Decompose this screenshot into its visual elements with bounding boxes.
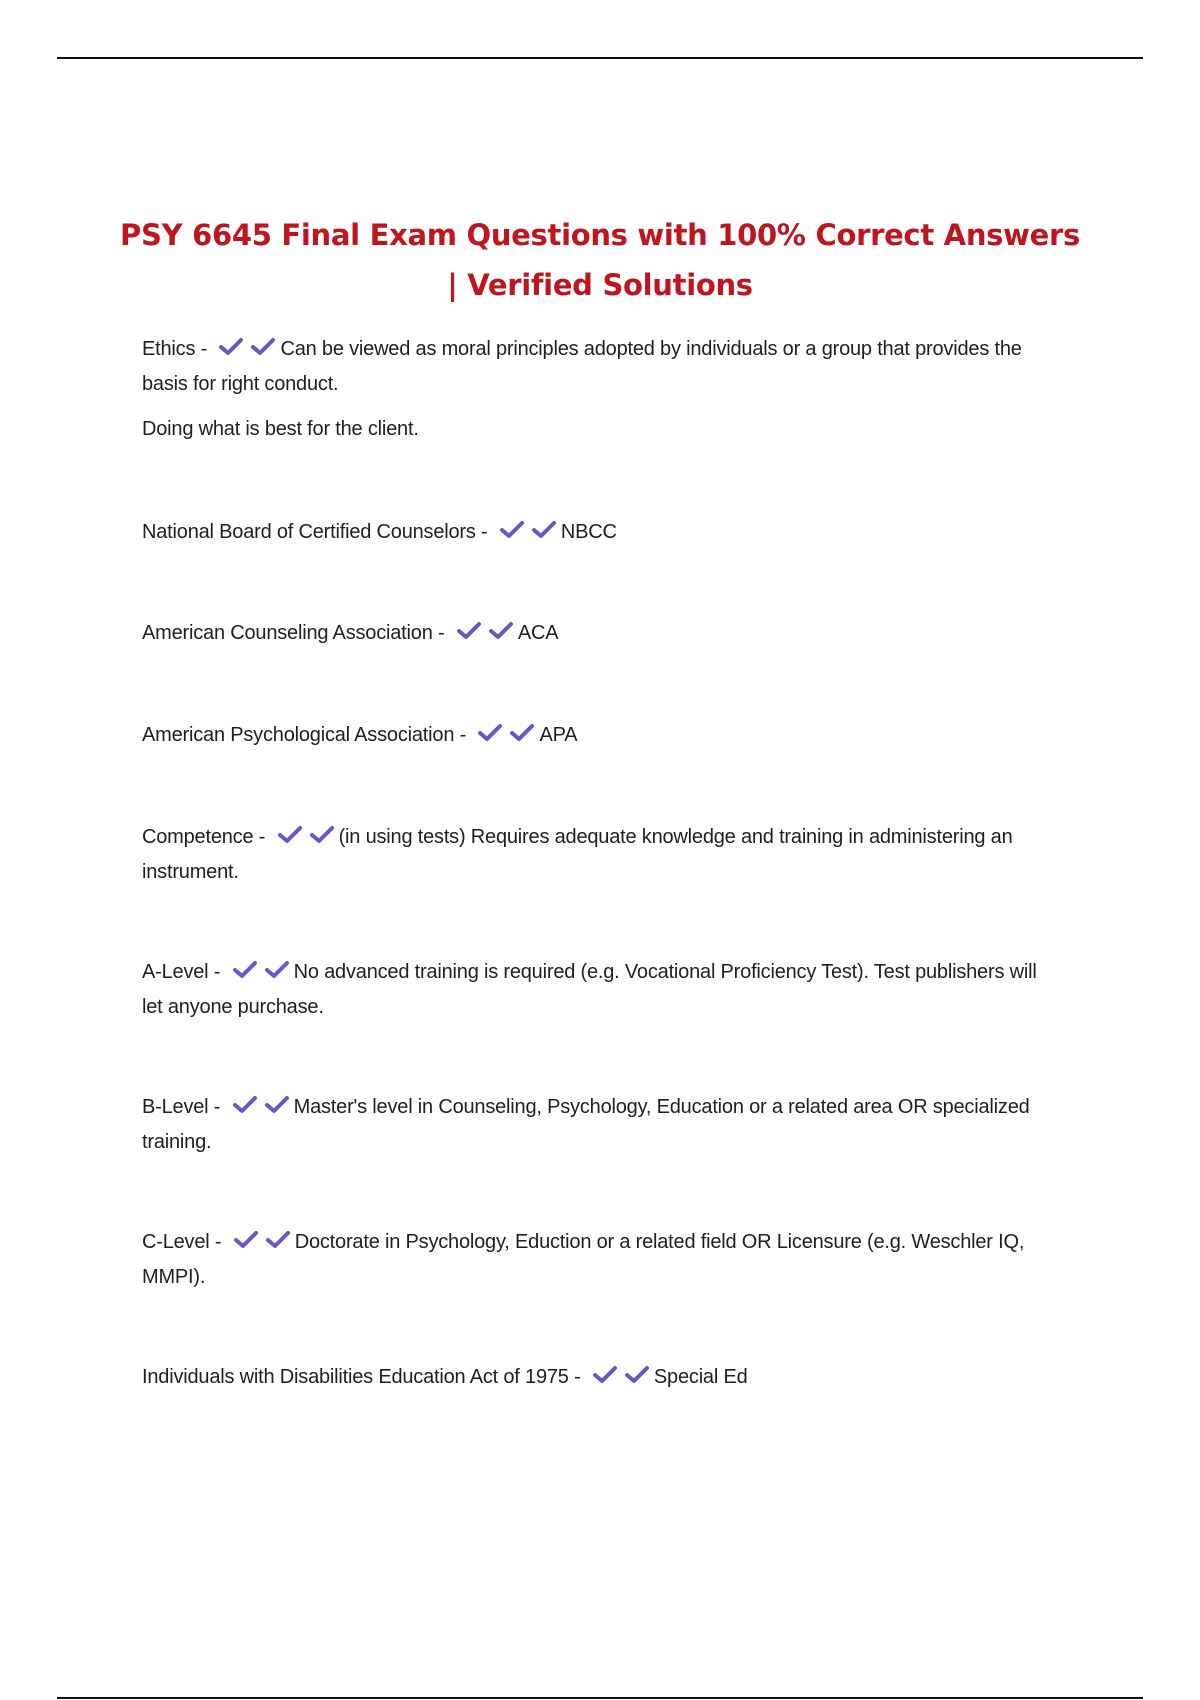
double-check-icon: [477, 721, 537, 754]
qa-entry-competence: [142, 821, 1062, 889]
check-icon: [232, 960, 258, 980]
entry-separator: -: [253, 826, 271, 848]
check-icon: [218, 337, 244, 357]
check-icon: [624, 1365, 650, 1385]
check-icon: [233, 1230, 259, 1250]
entry-separator: -: [475, 521, 493, 543]
entry-term: Competence: [142, 826, 254, 848]
entry-definition: APA: [539, 724, 578, 746]
double-check-icon: [277, 823, 337, 856]
check-icon: [264, 1095, 290, 1115]
qa-entry-ethics: [142, 333, 1062, 446]
check-icon: [456, 621, 482, 641]
entry-definition: No advanced training is required (e.g. Vocational Proficiency Test). Test publishers will let anyone purchase.: [142, 961, 1037, 1018]
entry-term: Individuals with Disabilities Education Act of 1975: [142, 1366, 569, 1388]
double-check-icon: [232, 1093, 292, 1126]
entry-term: American Psychological Association: [142, 724, 455, 746]
bottom-rule: [57, 1697, 1143, 1699]
entry-definition: NBCC: [560, 521, 617, 543]
entry-definition: (in using tests) Requires adequate knowledge and training in administering an instrument.: [142, 826, 1013, 883]
entry-separator: -: [208, 1096, 226, 1118]
check-icon: [488, 621, 514, 641]
qa-entry-b-level: [142, 1091, 1062, 1159]
qa-entry-idea: [142, 1361, 1062, 1396]
page-title: PSY 6645 Final Exam Questions with 100% Correct Answers | Verified Solutions: [120, 218, 1080, 302]
check-icon: [509, 723, 535, 743]
double-check-icon: [456, 619, 516, 652]
double-check-icon: [592, 1363, 652, 1396]
double-check-icon: [232, 958, 292, 991]
entry-separator: -: [454, 724, 472, 746]
check-icon: [265, 1230, 291, 1250]
check-icon: [499, 520, 525, 540]
double-check-icon: [218, 335, 278, 368]
entry-term: C-Level: [142, 1231, 210, 1253]
entry-separator: -: [208, 961, 226, 983]
check-icon: [592, 1365, 618, 1385]
check-icon: [477, 723, 503, 743]
entry-definition: Master's level in Counseling, Psychology, Education or a related area OR specialized training.: [142, 1096, 1030, 1153]
entry-term: B-Level: [142, 1096, 209, 1118]
check-icon: [232, 1095, 258, 1115]
entry-separator: -: [209, 1231, 227, 1253]
check-icon: [264, 960, 290, 980]
check-icon: [277, 825, 303, 845]
entry-extra-note: Doing what is best for the client.: [142, 418, 419, 440]
qa-entry-apa: [142, 719, 1062, 754]
entry-separator: -: [568, 1366, 586, 1388]
entry-definition: Can be viewed as moral principles adopted by individuals or a group that provides the basis for right conduct.: [142, 338, 1022, 395]
entry-separator: -: [432, 622, 450, 644]
check-icon: [250, 337, 276, 357]
qa-entry-aca: [142, 617, 1062, 652]
top-rule: [57, 57, 1143, 59]
qa-entry-nbcc: [142, 516, 1062, 551]
qa-entry-a-level: [142, 956, 1062, 1024]
entry-term: American Counseling Association: [142, 622, 433, 644]
double-check-icon: [499, 518, 559, 551]
entry-term: Ethics: [142, 338, 196, 360]
entry-definition: Special Ed: [653, 1366, 748, 1388]
double-check-icon: [233, 1228, 293, 1261]
entry-term: A-Level: [142, 961, 209, 983]
entry-separator: -: [195, 338, 213, 360]
check-icon: [309, 825, 335, 845]
entry-term: National Board of Certified Counselors: [142, 521, 476, 543]
qa-entry-c-level: [142, 1226, 1062, 1294]
entry-definition: Doctorate in Psychology, Eduction or a related field OR Licensure (e.g. Weschler IQ, MMPI).: [142, 1231, 1025, 1288]
check-icon: [531, 520, 557, 540]
entry-definition: ACA: [517, 622, 559, 644]
